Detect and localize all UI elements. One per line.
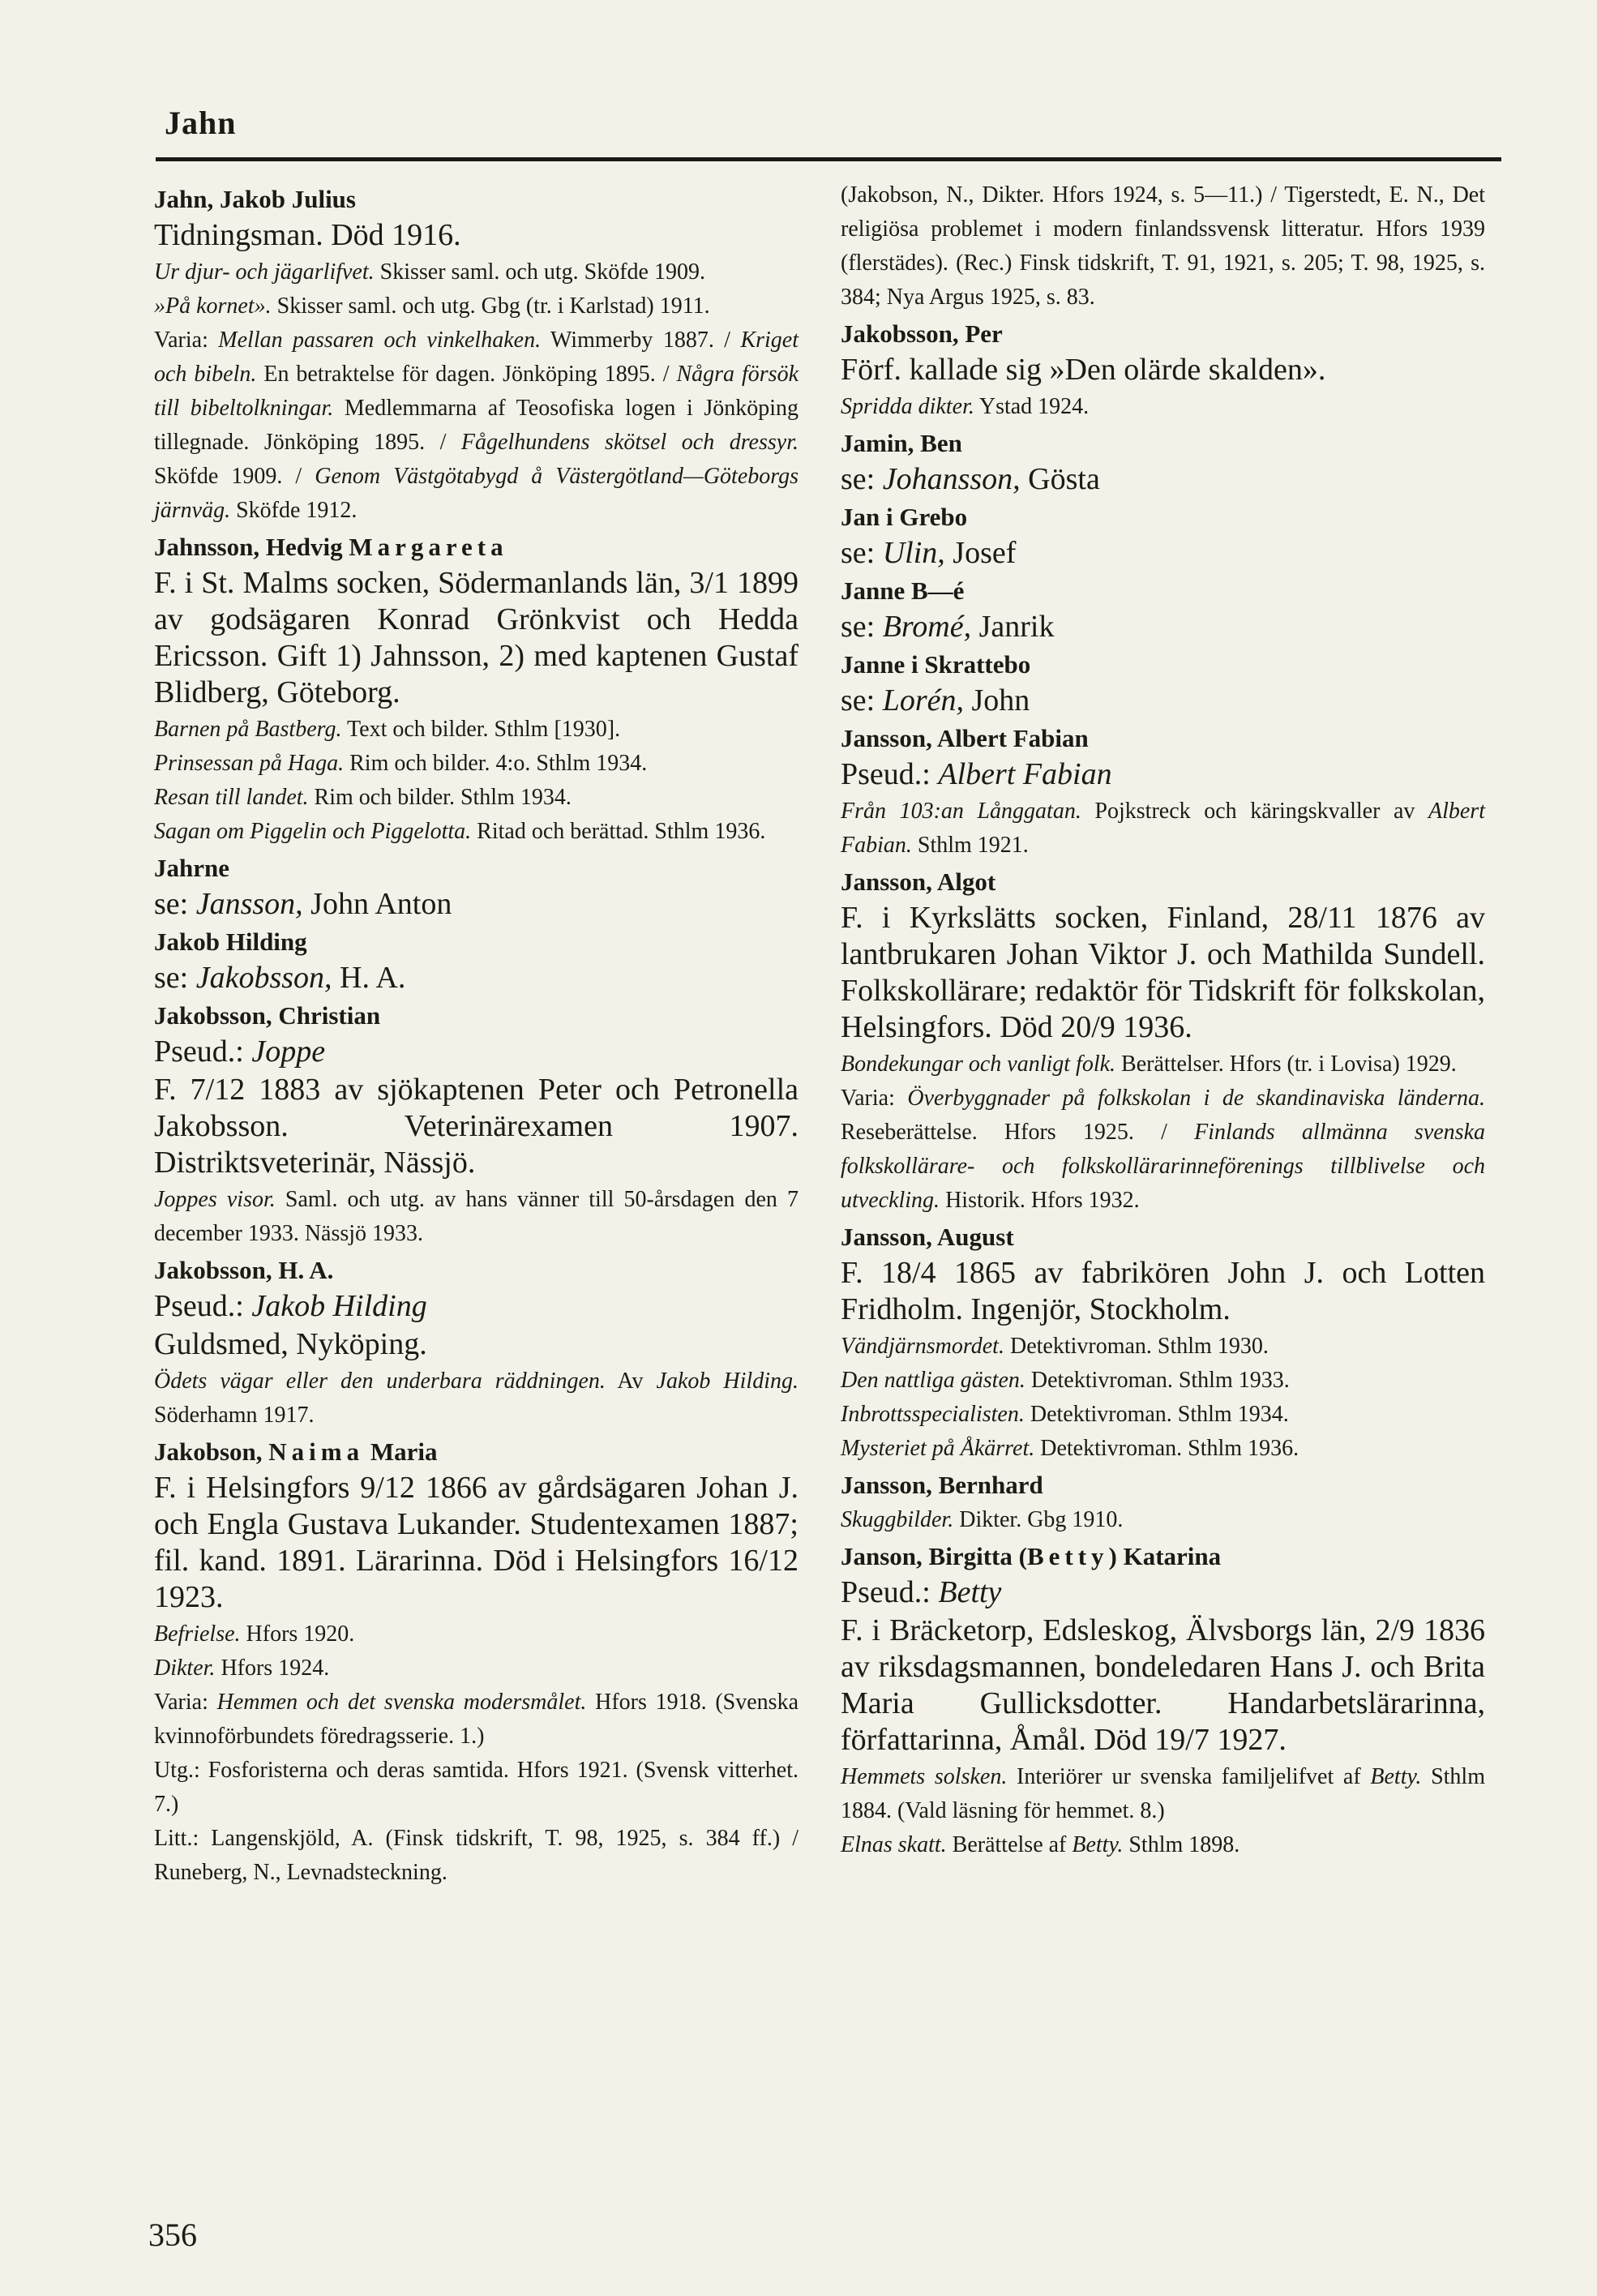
entry-rest: Interiörer ur svenska familjelifvet af [1007,1764,1371,1789]
entry-lead: Pseud.: [154,1289,252,1323]
entry-biography [841,352,1485,388]
heading-text: Jahrne [154,854,229,882]
title-italic: »På kornet». [154,293,272,319]
entry-work [154,1183,798,1251]
entry-text: F. i Kyrkslätts socken, Finland, 28/11 1876 av lantbrukaren Johan Viktor J. och Mathilda Sundell. Folkskollärare; redaktör för Tidskrift för folkskolan, Helsingfors. Död 20/9 1936. [841,901,1485,1044]
title-italic: Mellan passaren och vinkelhaken. [218,328,542,353]
page-number: 356 [148,2217,197,2253]
title-italic: Jakobsson, [195,961,332,995]
heading-text: Janne B—é [841,576,965,605]
entry-lead: Pseud.: [841,757,939,791]
entry-work [841,1047,1485,1082]
entry-rest: Saml. och utg. av hans vänner till 50-årsdagen den 7 december 1933. Nässjö 1933. [154,1187,798,1246]
entry-text: F. 7/12 1883 av sjökaptenen Peter och Petronella Jakobsson. Veterinärexamen 1907. Distriktsveterinär, Nässjö. [154,1073,798,1180]
heading-text: Jahn, Jakob Julius [154,185,356,213]
entry-heading [841,316,1485,352]
entry-lead: Pseud.: [154,1034,252,1069]
heading-text: Jansson, August [841,1223,1014,1251]
entry-biography [841,461,1485,498]
heading-text-after: ) Katarina [1108,1542,1222,1570]
heading-text-after: Maria [364,1437,438,1466]
entry-text: Förf. kallade sig »Den olärde skalden». [841,353,1326,387]
entry-work [154,1822,798,1890]
title-italic: Jakob Hilding [251,1289,427,1323]
entry-work [841,1364,1485,1398]
title-italic: Prinsessan på Haga. [154,751,345,776]
entry-text: Tidningsman. Död 1916. [154,218,461,252]
entry-rest: En betraktelse för dagen. Jönköping 1895. / [256,362,677,387]
entry-work [154,1651,798,1686]
title-italic: Ulin, [882,536,945,570]
entry-rest: Berättelser. Hfors (tr. i Lovisa) 1929. [1115,1052,1457,1077]
entry-rest: Detektivroman. Sthlm 1930. [1004,1334,1269,1359]
title-italic: Elnas skatt. [841,1832,947,1857]
entry-heading [154,529,798,565]
entry-work [841,1828,1485,1862]
title-italic: Albert Fabian [938,757,1112,791]
entry-rest: Reseberättelse. Hfors 1925. / [841,1120,1195,1145]
title-italic: Vändjärnsmordet. [841,1334,1004,1359]
heading-text: Jan i Grebo [841,503,968,531]
entry-rest: Hfors 1924. [215,1656,330,1681]
title-italic: Skuggbilder. [841,1507,954,1532]
entry-work [841,390,1485,424]
heading-text: Jakob Hilding [154,927,307,956]
entry-text: F. i St. Malms socken, Södermanlands län, 3/1 1899 av godsägaren Konrad Grönkvist och Hedda Ericsson. Gift 1) Jahnsson, 2) med kaptenen Gustaf Blidberg, Göteborg. [154,566,798,709]
entry-rest: John Anton [302,887,452,921]
entry-lead: se: [841,683,883,718]
title-italic: Mysteriet på Åkärret. [841,1436,1035,1461]
title-italic: Några försök till bibeltolkningar. [154,362,798,421]
title-italic: Dikter. [154,1656,216,1681]
entry-rest: Hfors 1920. [240,1621,355,1647]
entry-work [841,1330,1485,1364]
entry-heading [841,499,1485,535]
title-italic: Ödets vägar eller den underbara räddningen. [154,1369,606,1394]
entry-rest: Söderhamn 1917. [154,1403,315,1428]
entry-work [154,1686,798,1754]
entry-biography [841,1255,1485,1328]
entry-heading [154,998,798,1034]
entry-biography [154,1326,798,1363]
title-italic: Barnen på Bastberg. [154,717,342,742]
entry-rest: H. A. [332,961,406,995]
entry-work [154,713,798,747]
entry-heading [841,864,1485,900]
title-italic: Från 103:an Långgatan. [841,799,1081,824]
entry-work [154,1617,798,1651]
entry-biography [841,1574,1485,1611]
entry-text: Litt.: Langenskjöld, A. (Finsk tidskrift, T. 98, 1925, s. 384 ff.) / Runeberg, N., Levnadsteckning. [154,1826,798,1885]
entry-rest: John [964,683,1030,718]
entry-rest: Josef [944,536,1017,570]
entry-work [841,178,1485,315]
entry-rest: Sköfde 1912. [230,498,358,523]
entry-rest: Wimmerby 1887. / [541,328,741,353]
heading-text: Jansson, Algot [841,867,996,896]
entry-rest: Text och bilder. Sthlm [1930]. [341,717,621,742]
heading-spaced-name: Betty [1026,1542,1109,1570]
entry-lead: se: [154,961,196,995]
entry-heading [154,1434,798,1470]
entry-rest: Berättelse af [946,1832,1073,1857]
entry-biography [841,756,1485,793]
entry-heading [841,1219,1485,1255]
entry-rest: Sthlm 1884. (Vald läsning för hemmet. 8.) [841,1764,1485,1823]
entry-biography [154,217,798,254]
entry-work [841,1432,1485,1466]
heading-text: Janson, Birgitta ( [841,1542,1027,1570]
title-italic: Spridda dikter. [841,394,974,419]
entry-work [841,1082,1485,1218]
entry-lead: se: [154,887,196,921]
entry-rest: Detektivroman. Sthlm 1934. [1024,1402,1289,1427]
title-italic: Hemmen och det svenska modersmålet. [216,1690,587,1715]
entry-biography [841,1613,1485,1758]
entry-heading [841,721,1485,756]
entry-lead: Varia: [841,1086,908,1111]
title-italic: Hemmets solsken. [841,1764,1008,1789]
entry-work [841,1398,1485,1432]
heading-text: Janne i Skrattebo [841,650,1031,679]
title-italic: Betty. [1072,1832,1124,1857]
heading-text: Jakobsson, H. A. [154,1256,334,1284]
entry-rest: Pojkstreck och käringskvaller av [1081,799,1428,824]
entry-biography [154,886,798,923]
entry-work [154,323,798,528]
title-italic: Fågelhundens skötsel och dressyr. [460,430,799,455]
entry-work [841,1503,1485,1537]
entry-rest: Detektivroman. Sthlm 1933. [1025,1368,1290,1393]
title-italic: Den nattliga gästen. [841,1368,1025,1393]
entry-rest: Dikter. Gbg 1910. [953,1507,1124,1532]
title-italic: Lorén, [882,683,965,718]
entry-rest: Rim och bilder. 4:o. Sthlm 1934. [344,751,648,776]
entry-heading [841,1467,1485,1503]
entry-text: F. 18/4 1865 av fabrikören John J. och Lotten Fridholm. Ingenjör, Stockholm. [841,1256,1485,1326]
title-italic: Albert Fabian. [841,799,1485,858]
entry-rest: Historik. Hfors 1932. [940,1188,1140,1213]
entry-rest: Rim och bilder. Sthlm 1934. [308,785,572,810]
entry-biography [841,900,1485,1046]
entry-work [154,781,798,815]
entry-heading [154,850,798,886]
heading-spaced-name: Naima [268,1437,365,1466]
running-head: Jahn [165,105,237,141]
title-italic: Kriget och bibeln. [154,328,799,387]
entry-rest: Medlemmarna af Teosofiska logen i Jönköping tillegnade. Jönköping 1895. / [154,396,799,455]
header-rule [156,157,1501,161]
title-italic: Inbrottsspecialisten. [841,1402,1025,1427]
title-italic: Betty. [1370,1764,1422,1789]
entry-lead: Pseud.: [841,1575,939,1609]
entry-lead: se: [841,536,883,570]
title-italic: Ur djur- och jägarlifvet. [154,259,375,285]
entry-rest: Skisser saml. och utg. Sköfde 1909. [374,259,705,285]
heading-text: Jansson, Albert Fabian [841,724,1089,752]
entry-biography [154,1470,798,1616]
entry-lead: Varia: [154,1690,217,1715]
entry-heading [841,1539,1485,1574]
entry-work [154,747,798,781]
entry-heading [154,1253,798,1288]
entry-rest: Av [605,1369,657,1394]
entry-heading [841,647,1485,683]
title-italic: Finlands allmänna svenska folkskollärare- och folkskollärarinneförenings tillblivelse och utveckling. [841,1120,1485,1213]
entry-text: F. i Bräcketorp, Edsleskog, Älvsborgs län, 2/9 1836 av riksdagsmannen, bondeledaren Hans J. och Brita Maria Gullicksdotter. Handarbetslärarinna, författarinna, Åmål. Död 19/7 1927. [841,1613,1485,1757]
entry-work [154,1364,798,1433]
heading-text: Jamin, Ben [841,429,962,457]
title-italic: Joppes visor. [154,1187,276,1212]
entry-biography [154,1288,798,1325]
entry-rest: Ritad och berättad. Sthlm 1936. [471,819,766,844]
title-italic: Resan till landet. [154,785,309,810]
entry-biography [154,1034,798,1070]
heading-text: Jahnsson, Hedvig [154,533,349,561]
entry-rest: Skisser saml. och utg. Gbg (tr. i Karlstad) 1911. [271,293,710,319]
entry-work [154,289,798,323]
entry-work [841,795,1485,863]
entry-biography [841,535,1485,572]
entry-heading [841,426,1485,461]
heading-text: Jansson, Bernhard [841,1471,1043,1499]
right-column [841,178,1485,1862]
entry-biography [154,1072,798,1181]
heading-text: Jakobson, [154,1437,269,1466]
entry-text: Utg.: Fosforisterna och deras samtida. Hfors 1921. (Svensk vitterhet. 7.) [154,1758,798,1817]
title-italic: Befrielse. [154,1621,241,1647]
title-italic: Bromé, [882,610,972,644]
entry-rest: Hfors 1918. (Svenska kvinnoförbundets föredragsserie. 1.) [154,1690,798,1749]
title-italic: Joppe [251,1034,326,1069]
entry-lead: Varia: [154,328,219,353]
heading-spaced-name: Margareta [349,533,508,561]
title-italic: Överbyggnader på folkskolan i de skandinaviska länderna. [907,1086,1485,1111]
entry-rest: Sthlm 1898. [1123,1832,1240,1857]
entry-work [841,1760,1485,1828]
title-italic: Genom Västgötabygd å Västergötland—Göteborgs järnväg. [154,464,799,523]
entry-rest: Janrik [971,610,1055,644]
entry-biography [841,683,1485,719]
title-italic: Johansson, [882,462,1021,496]
entry-text: Guldsmed, Nyköping. [154,1327,427,1361]
left-column [154,180,798,1890]
title-italic: Jansson, [195,887,303,921]
entry-work [154,1754,798,1822]
entry-rest: Detektivroman. Sthlm 1936. [1034,1436,1299,1461]
heading-text: Jakobsson, Per [841,319,1003,348]
title-italic: Jakob Hilding. [656,1369,798,1394]
entry-text: (Jakobson, N., Dikter. Hfors 1924, s. 5—11.) / Tigerstedt, E. N., Det religiösa problemet i modern finlandssvensk litteratur. Hfors 1939 (flerstädes). (Rec.) Finsk tidskrift, T. 91, 1921, s. 205; T. 98, 1925, s. 384; Nya Argus 1925, s. 83. [841,182,1485,310]
heading-text: Jakobsson, Christian [154,1001,381,1030]
entry-biography [841,609,1485,645]
entry-work [154,815,798,849]
title-italic: Betty [938,1575,1002,1609]
entry-rest: Sthlm 1921. [911,833,1029,858]
entry-text: F. i Helsingfors 9/12 1866 av gårdsägaren Johan J. och Engla Gustava Lukander. Studentexamen 1887; fil. kand. 1891. Lärarinna. Död i Helsingfors 16/12 1923. [154,1471,798,1614]
entry-heading [154,924,798,960]
entry-rest: Sköfde 1909. / [154,464,315,489]
title-italic: Sagan om Piggelin och Piggelotta. [154,819,472,844]
entry-heading [154,182,798,217]
entry-rest: Ystad 1924. [974,394,1090,419]
entry-lead: se: [841,462,883,496]
entry-heading [841,573,1485,609]
entry-work [154,255,798,289]
entry-biography [154,565,798,711]
entry-rest: Gösta [1020,462,1100,496]
title-italic: Bondekungar och vanligt folk. [841,1052,1116,1077]
entry-lead: se: [841,610,883,644]
entry-biography [154,960,798,996]
